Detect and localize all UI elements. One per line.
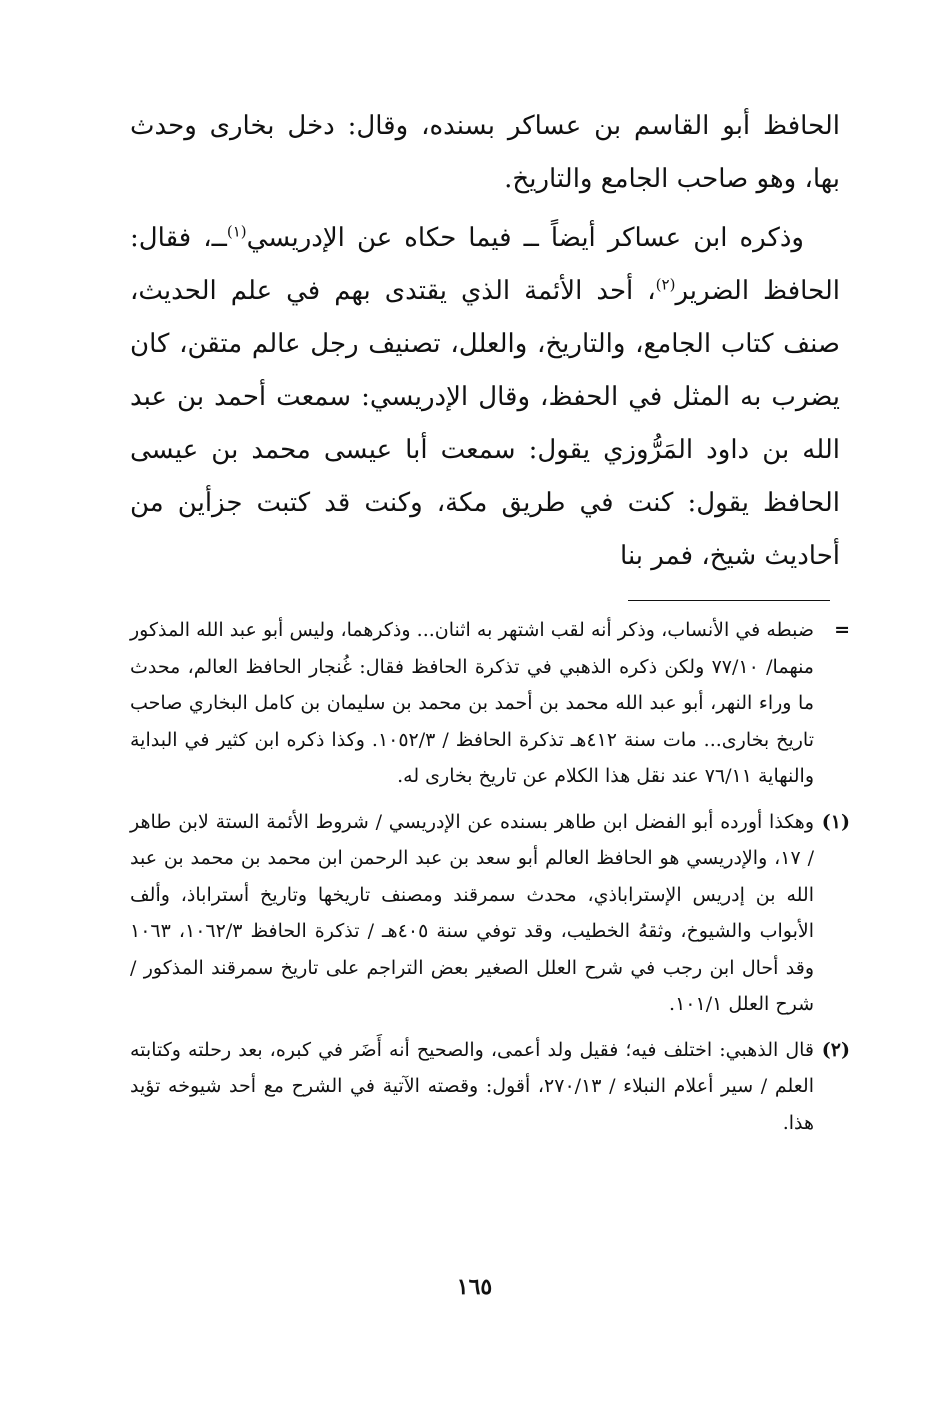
page-number: ١٦٥: [456, 1274, 493, 1300]
footnote-1-text: وهكذا أورده أبو الفضل ابن طاهر بسنده عن الإدريسي / شروط الأئمة الستة لابن طاهر / ١٧، والإدريسي هو الحافظ العالم أبو سعد بن عبد الرحمن ابن محمد بن محمد بن عبد الله بن إدريس الإستراباذي، محدث سمرقند ومصنف تاريخها وتاريخ أستراباذ، وألف الأبواب والشيوخ، وثقهُ الخطيب، وقد توفي سنة ٤٠٥هـ / تذكرة الحافظ ١٠٦٢/٣، ١٠٦٣ وقد أحال ابن رجب في شرح العلل الصغير بعض التراجم على تاريخ سمرقند المذكور / شرح العلل ١٠١/١.: [130, 810, 814, 1015]
main-text: [130, 100, 840, 589]
footnote-divider: [628, 600, 830, 601]
main-paragraph-2-text-c: ، أحد الأئمة الذي يقتدى بهم في علم الحديث، صنف كتاب الجامع، والتاريخ، والعلل، تصنيف رجل عالم متقن، كان يضرب به المثل في الحفظ، وقال الإدريسي: سمعت أحمد بن عبد الله بن داود المَرُّوزي يقول: سمعت أبا عيسى محمد بن عيسى الحافظ يقول: كنت في طريق مكة، وكنت قد كتبت جزأين من أحاديث شيخ، فمر بنا: [130, 276, 840, 571]
footnotes: [130, 612, 850, 1150]
footnote-1: [130, 804, 850, 1023]
footnote-continuation-text: ضبطه في الأنساب، وذكر أنه لقب اشتهر به اثنان... وذكرهما، وليس أبو عبد الله المذكور منهما/ ٧٧/١٠ ولكن ذكره الذهبي في تذكرة الحافظ فقال: غُنجار الحافظ العالم، محدث ما وراء النهر، أبو عبد الله محمد بن أحمد بن محمد بن سليمان بن كامل البخاري صاحب تاريخ بخارى... مات سنة ٤١٢هـ تذكرة الحافظ / ١٠٥٢/٣. وكذا ذكره ابن كثير في البداية والنهاية ٧٦/١١ عند نقل هذا الكلام عن تاريخ بخارى له.: [130, 619, 814, 787]
footnote-2: [130, 1032, 850, 1142]
footnote-2-text: قال الذهبي: اختلف فيه؛ فقيل ولد أعمى، والصحيح أنه أَضَر في كبره، بعد رحلته وكتابته العلم / سير أعلام النبلاء / ٢٧٠/١٣، أقول: وقصته الآتية في الشرح مع أحد شيوخه تؤيد هذا.: [130, 1038, 814, 1134]
footnote-1-marker: (١): [821, 810, 850, 833]
main-paragraph-1: [130, 100, 840, 206]
footnote-ref-2: (٢): [655, 275, 676, 294]
footnote-ref-1: (١): [226, 222, 247, 241]
footnote-continuation-marker: =: [834, 619, 850, 641]
main-paragraph-1-text: الحافظ أبو القاسم بن عساكر بسنده، وقال: دخل بخارى وحدث بها، وهو صاحب الجامع والتاريخ.: [130, 111, 840, 194]
footnote-continuation: [130, 612, 850, 795]
main-paragraph-2-text-a: وذكره ابن عساكر أيضاً ــ فيما حكاه عن الإدريسي: [246, 223, 804, 253]
main-paragraph-2-text-b: ــ، فقال: الحافظ الضرير: [130, 223, 841, 306]
footnote-2-marker: (٢): [821, 1038, 850, 1061]
main-paragraph-2: [130, 212, 840, 583]
